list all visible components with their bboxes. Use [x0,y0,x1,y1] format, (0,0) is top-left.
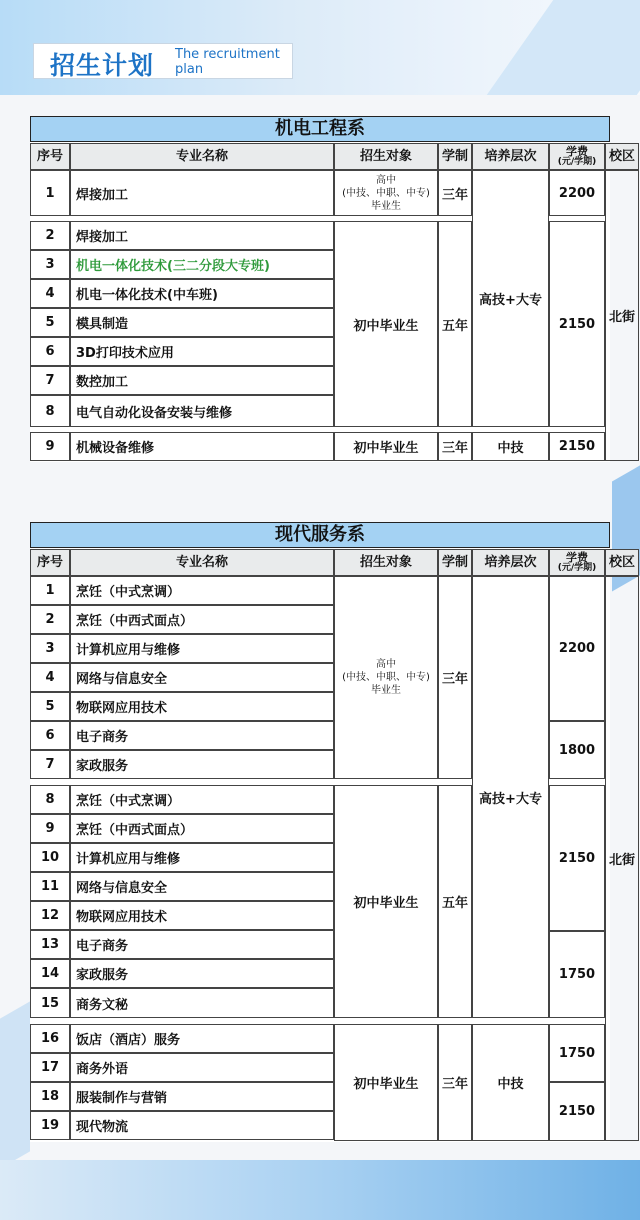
fee-unit: (元/学期) [557,563,597,573]
row-number: 13 [30,930,70,959]
major-name: 3D打印技术应用 [70,337,334,366]
col-header-level: 培养层次 [472,549,549,576]
row-number: 4 [30,279,70,308]
col-header-target: 招生对象 [334,549,438,576]
major-name: 商务外语 [70,1053,334,1082]
row-number: 7 [30,366,70,395]
fee-label: 学费 [566,145,588,158]
years-cell: 五年 [438,785,472,1018]
major-name: 家政服务 [70,750,334,779]
section-title: 现代服务系 [30,522,610,548]
col-header-campus: 校区 [605,143,639,170]
row-number: 1 [30,576,70,605]
target-cell: 初中毕业生 [334,785,438,1018]
col-header-major: 专业名称 [70,143,334,170]
section-title: 机电工程系 [30,116,610,142]
row-number: 12 [30,901,70,930]
major-name: 烹饪（中式烹调） [70,785,334,814]
row-number: 3 [30,634,70,663]
row-number: 18 [30,1082,70,1111]
major-name: 现代物流 [70,1111,334,1140]
target-cell: 高中 (中技、中职、中专) 毕业生 [334,576,438,779]
row-number: 3 [30,250,70,279]
level-cell: 高技+大专 [472,576,549,1018]
major-name: 网络与信息安全 [70,872,334,901]
years-cell: 五年 [438,221,472,427]
major-name: 烹饪（中西式面点） [70,814,334,843]
major-name: 烹饪（中西式面点） [70,605,334,634]
col-header-years: 学制 [438,549,472,576]
row-number: 2 [30,221,70,250]
major-name: 网络与信息安全 [70,663,334,692]
fee-cell: 1750 [549,931,605,1018]
fee-cell: 2150 [549,432,605,461]
major-name: 电子商务 [70,721,334,750]
target-cell: 高中 (中技、中职、中专) 毕业生 [334,170,438,216]
campus-cell: 北街 [605,170,639,461]
row-number: 2 [30,605,70,634]
row-number: 1 [30,170,70,216]
page-subtitle: The recruitment plan [175,47,280,77]
major-name: 家政服务 [70,959,334,988]
col-header-no: 序号 [30,549,70,576]
page-title: 招生计划 [50,51,155,80]
major-name: 计算机应用与维修 [70,634,334,663]
row-number: 17 [30,1053,70,1082]
major-name: 机械设备维修 [70,432,334,461]
years-cell: 三年 [438,432,472,461]
major-name: 模具制造 [70,308,334,337]
col-header-no: 序号 [30,143,70,170]
row-number: 9 [30,814,70,843]
campus-cell: 北街 [605,576,639,1141]
col-header-major: 专业名称 [70,549,334,576]
row-number: 11 [30,872,70,901]
row-number: 4 [30,663,70,692]
major-name: 商务文秘 [70,988,334,1018]
row-number: 6 [30,337,70,366]
row-number: 6 [30,721,70,750]
level-cell: 中技 [472,432,549,461]
major-name: 物联网应用技术 [70,901,334,930]
side-decoration-left [0,1001,30,1168]
major-name: 机电一体化技术(三二分段大专班) [70,250,334,279]
fee-label: 学费 [566,551,588,564]
target-cell: 初中毕业生 [334,432,438,461]
row-number: 16 [30,1024,70,1053]
fee-cell: 2200 [549,170,605,216]
row-number: 9 [30,432,70,461]
fee-cell: 1800 [549,721,605,779]
row-number: 8 [30,785,70,814]
level-cell: 中技 [472,1024,549,1141]
col-header-target: 招生对象 [334,143,438,170]
fee-unit: (元/学期) [557,157,597,167]
col-header-fee [549,143,605,170]
major-name: 物联网应用技术 [70,692,334,721]
col-header-campus: 校区 [605,549,639,576]
major-name: 焊接加工 [70,221,334,250]
major-name: 服装制作与营销 [70,1082,334,1111]
fee-cell: 2150 [549,1082,605,1141]
section-mechanical [30,116,635,462]
footer-background [0,1160,640,1220]
col-header-years: 学制 [438,143,472,170]
section-service [30,522,635,1142]
major-name: 烹饪（中式烹调） [70,576,334,605]
row-number: 19 [30,1111,70,1140]
row-number: 15 [30,988,70,1018]
fee-cell: 1750 [549,1024,605,1082]
col-header-fee [549,549,605,576]
row-number: 10 [30,843,70,872]
major-name: 电子商务 [70,930,334,959]
major-name: 电气自动化设备安装与维修 [70,395,334,427]
major-name: 数控加工 [70,366,334,395]
major-name: 饭店（酒店）服务 [70,1024,334,1053]
target-cell: 初中毕业生 [334,221,438,427]
row-number: 8 [30,395,70,427]
level-cell: 高技+大专 [472,170,549,427]
row-number: 14 [30,959,70,988]
years-cell: 三年 [438,576,472,779]
major-name: 计算机应用与维修 [70,843,334,872]
row-number: 5 [30,308,70,337]
years-cell: 三年 [438,1024,472,1141]
years-cell: 三年 [438,170,472,216]
fee-cell: 2200 [549,576,605,721]
fee-cell: 2150 [549,785,605,931]
row-number: 5 [30,692,70,721]
major-name: 机电一体化技术(中车班) [70,279,334,308]
major-name: 焊接加工 [70,170,334,216]
col-header-level: 培养层次 [472,143,549,170]
row-number: 7 [30,750,70,779]
fee-cell: 2150 [549,221,605,427]
target-cell: 初中毕业生 [334,1024,438,1141]
